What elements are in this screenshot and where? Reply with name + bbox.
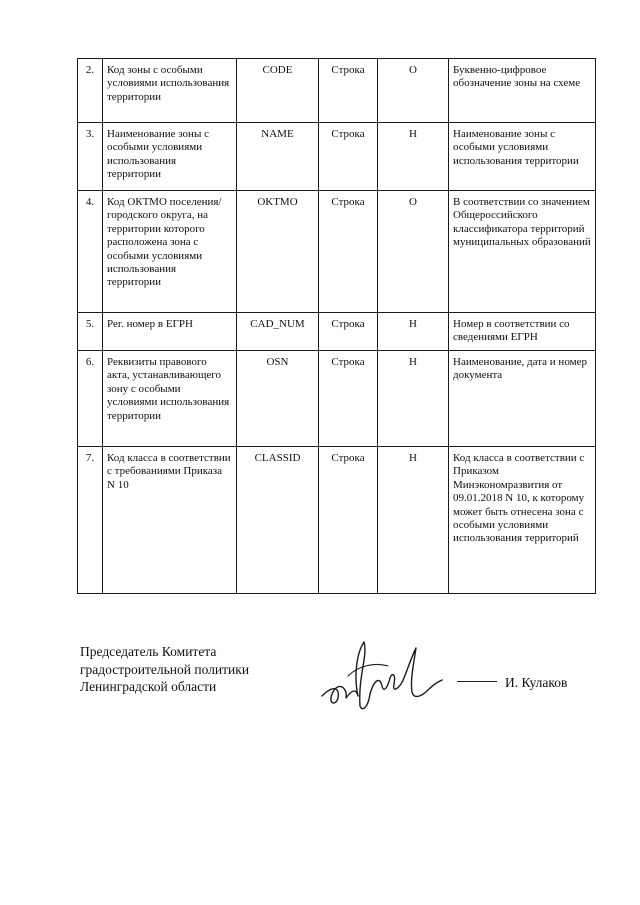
- attribute-code: CLASSID: [237, 447, 319, 594]
- attribute-description: Код класса в соответствии с Приказом Минэкономразвития от 09.01.2018 N 10, к которому может быть отнесена зона с особыми условиями использования территорий: [449, 447, 596, 594]
- attribute-code: OKTMO: [237, 191, 319, 313]
- table-row: [78, 313, 596, 351]
- attribute-code: OSN: [237, 351, 319, 447]
- attribute-type: Строка: [319, 191, 378, 313]
- attribute-type: Строка: [319, 351, 378, 447]
- handwritten-signature: [318, 636, 448, 714]
- attribute-code: NAME: [237, 123, 319, 191]
- table-row: [78, 191, 596, 313]
- signature-dash: [457, 681, 497, 682]
- attribute-name: Код ОКТМО поселения/городского округа, на территории которого расположена зона с особыми условиями использования территории: [103, 191, 237, 313]
- attribute-code: CAD_NUM: [237, 313, 319, 351]
- attribute-required: Н: [378, 351, 449, 447]
- table-row: [78, 59, 596, 123]
- attribute-description: Номер в соответствии со сведениями ЕГРН: [449, 313, 596, 351]
- table-row: [78, 447, 596, 594]
- table-row: [78, 123, 596, 191]
- attribute-type: Строка: [319, 59, 378, 123]
- attribute-type: Строка: [319, 313, 378, 351]
- attribute-name: Код класса в соответствии с требованиями Приказа N 10: [103, 447, 237, 594]
- row-number: 7.: [78, 447, 103, 594]
- signer-title-line: градостроительной политики: [80, 661, 250, 677]
- attribute-name: Реквизиты правового акта, устанавливающего зону с особыми условиями использования территории: [103, 351, 237, 447]
- attribute-code: CODE: [237, 59, 319, 123]
- signer-title: [80, 643, 249, 696]
- attribute-required: О: [378, 59, 449, 123]
- attribute-required: Н: [378, 313, 449, 351]
- row-number: 5.: [78, 313, 103, 351]
- row-number: 6.: [78, 351, 103, 447]
- attribute-required: Н: [378, 447, 449, 594]
- attribute-description: Наименование зоны с особыми условиями использования территории: [449, 123, 596, 191]
- attribute-name: Код зоны с особыми условиями использования территории: [103, 59, 237, 123]
- signer-name: И. Кулаков: [505, 675, 568, 690]
- attribute-name: Рег. номер в ЕГРН: [103, 313, 237, 351]
- row-number: 2.: [78, 59, 103, 123]
- attribute-description: Наименование, дата и номер документа: [449, 351, 596, 447]
- attribute-required: О: [378, 191, 449, 313]
- attribute-description: Буквенно-цифровое обозначение зоны на схеме: [449, 59, 596, 123]
- attribute-required: Н: [378, 123, 449, 191]
- attribute-type: Строка: [319, 447, 378, 594]
- signer-title-line: Ленинградской области: [80, 679, 217, 694]
- attributes-table: [77, 58, 596, 594]
- attribute-type: Строка: [319, 123, 378, 191]
- row-number: 3.: [78, 123, 103, 191]
- attribute-name: Наименование зоны с особыми условиями использования территории: [103, 123, 237, 191]
- signer-title-line: Председатель Комитета: [80, 644, 217, 659]
- attribute-description: В соответствии со значением Общероссийского классификатора территорий муниципальных образований: [449, 191, 596, 313]
- table-row: [78, 351, 596, 447]
- row-number: 4.: [78, 191, 103, 313]
